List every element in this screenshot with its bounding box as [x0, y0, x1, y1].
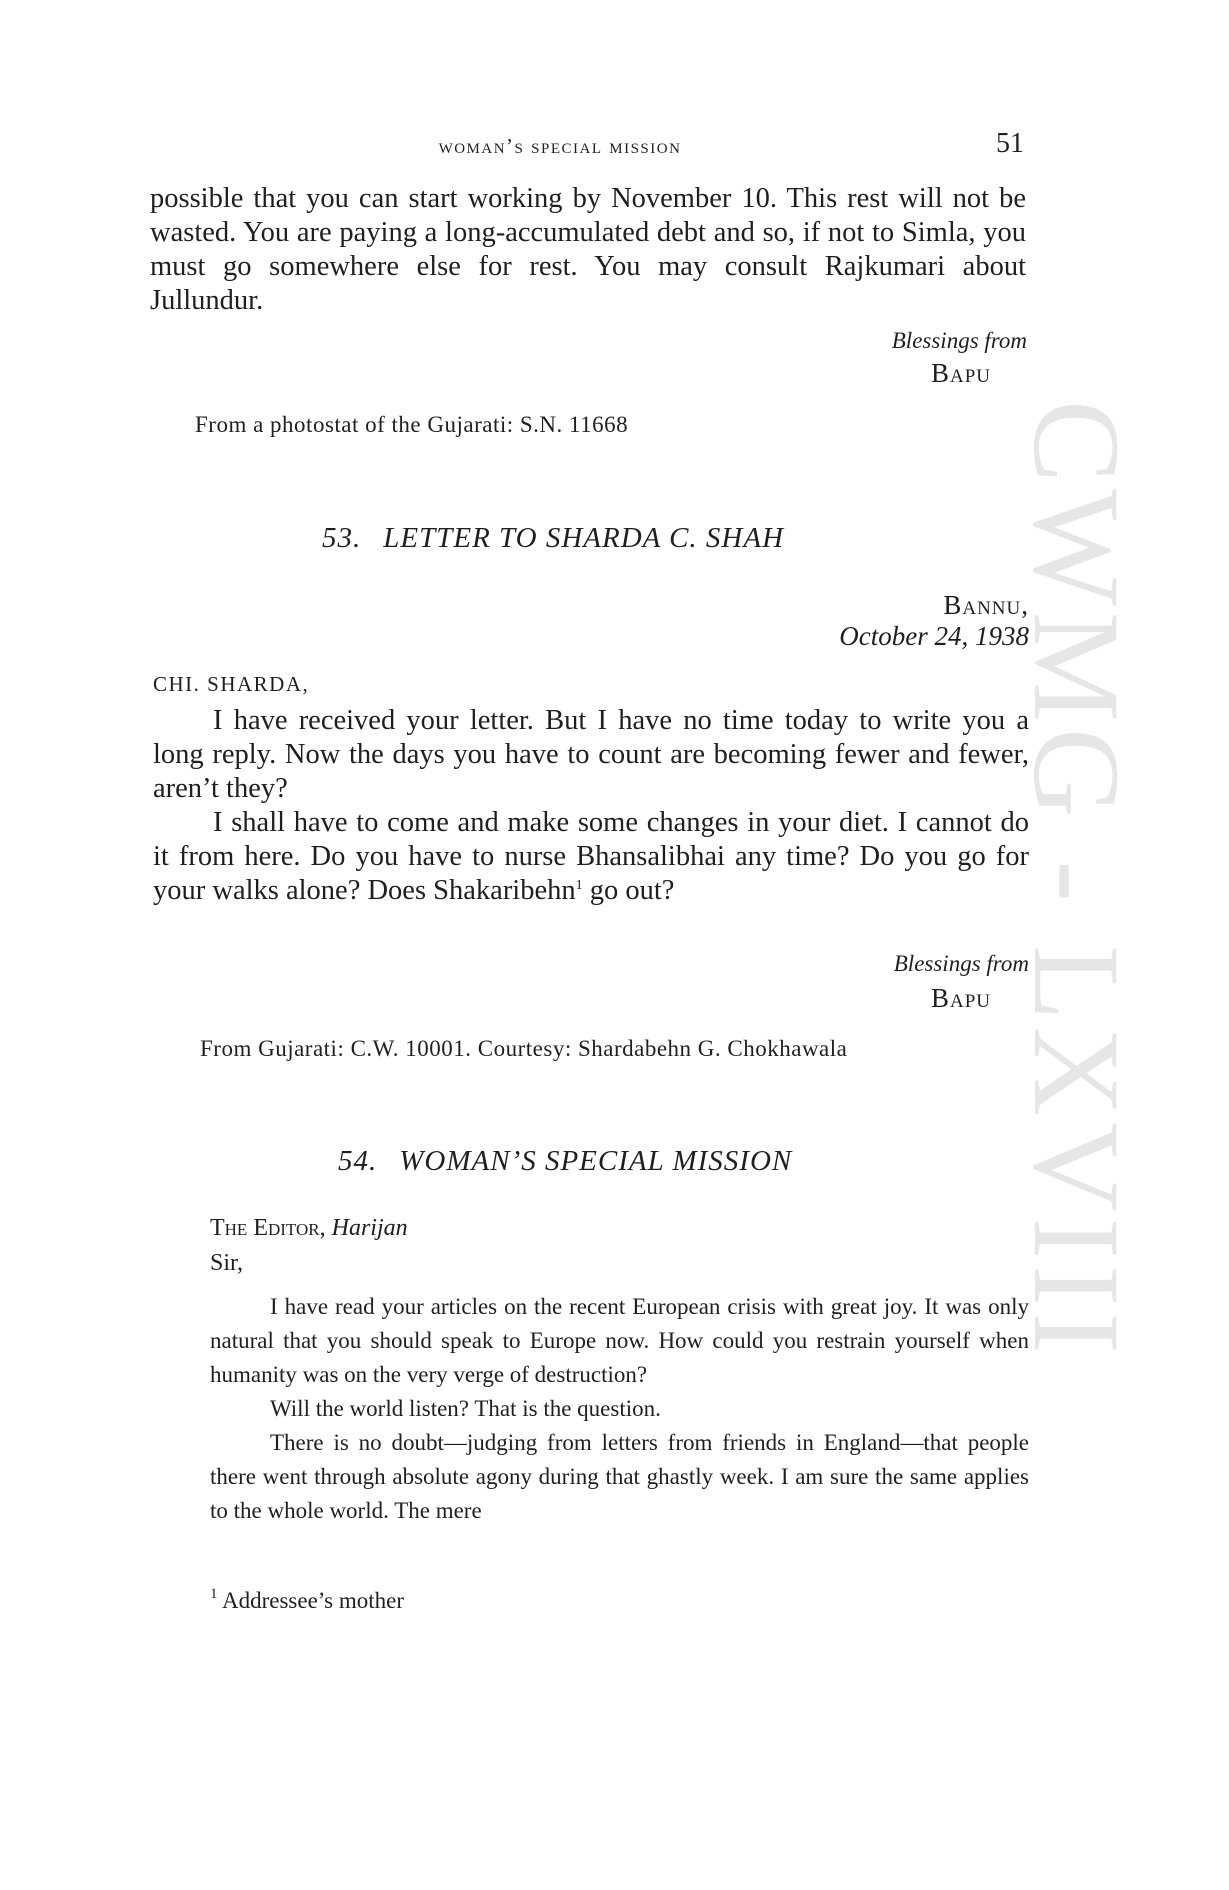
- footnote-text: Addressee’s mother: [221, 1588, 405, 1613]
- salutation: Sir,: [210, 1250, 244, 1276]
- paragraph-text: I shall have to come and make some changes in your diet. I cannot do it from here. Do you have to nurse Bhansalibhai any time? Do you go for your walks alone? Does Shakaribehn$^1$ go out?: [153, 807, 1029, 906]
- letter-place: Bannu,: [943, 590, 1029, 620]
- page-number: 51: [996, 128, 1024, 159]
- section-title: LETTER TO SHARDA C. SHAH: [383, 522, 785, 554]
- editor-address: The Editor, Harijan: [210, 1215, 408, 1241]
- publication-name: Harijan: [331, 1215, 408, 1241]
- signature-name: Bapu: [930, 983, 991, 1013]
- blessings-line: Blessings from: [891, 328, 1027, 353]
- footnote-marker: 1: [210, 1586, 218, 1602]
- running-header: woman’s special mission: [438, 134, 682, 158]
- footnote: [210, 1588, 404, 1614]
- paragraph-text: I have received your letter. But I have no time today to write you a long reply. Now the days you have to count are becoming fewer and fewer, aren’t they?: [153, 705, 1029, 804]
- paragraph-text: I have read your articles on the recent European crisis with great joy. It was only natural that you should speak to Europe now. How could you restrain yourself when humanity was on the very verge of destruction?: [210, 1294, 1029, 1387]
- source-note: From a photostat of the Gujarati: S.N. 11668: [195, 412, 629, 437]
- letter-body: [210, 1290, 1029, 1528]
- section-heading: [338, 1145, 792, 1178]
- paragraph-text: Will the world listen? That is the question.: [270, 1396, 661, 1421]
- source-note: From Gujarati: C.W. 10001. Courtesy: Shardabehn G. Chokhawala: [200, 1036, 848, 1061]
- section-number: 53.: [322, 522, 362, 554]
- blessings-line: Blessings from: [893, 951, 1029, 976]
- salutation: CHI. SHARDA,: [153, 672, 310, 696]
- letter-body: [153, 704, 1029, 908]
- section-title: WOMAN’S SPECIAL MISSION: [399, 1145, 793, 1177]
- continued-paragraph: [150, 182, 1026, 318]
- section-number: 54.: [338, 1145, 378, 1177]
- paragraph-text: There is no doubt—judging from letters from friends in England—that people there went through absolute agony during that ghastly week. I am sure the same applies to the whole world. The mere: [210, 1430, 1029, 1523]
- paragraph-text: possible that you can start working by November 10. This rest will not be wasted. You are paying a long-accumulated debt and so, if not to Simla, you must go somewhere else for rest. You may consult Rajkumari about Jullundur.: [150, 183, 1026, 316]
- footnote-marker[interactable]: 1: [575, 878, 583, 893]
- watermark: CWMG - LXVIII: [1008, 400, 1145, 1360]
- letter-date: October 24, 1938: [839, 621, 1029, 651]
- section-heading: [322, 522, 784, 555]
- signature-name: Bapu: [930, 358, 991, 388]
